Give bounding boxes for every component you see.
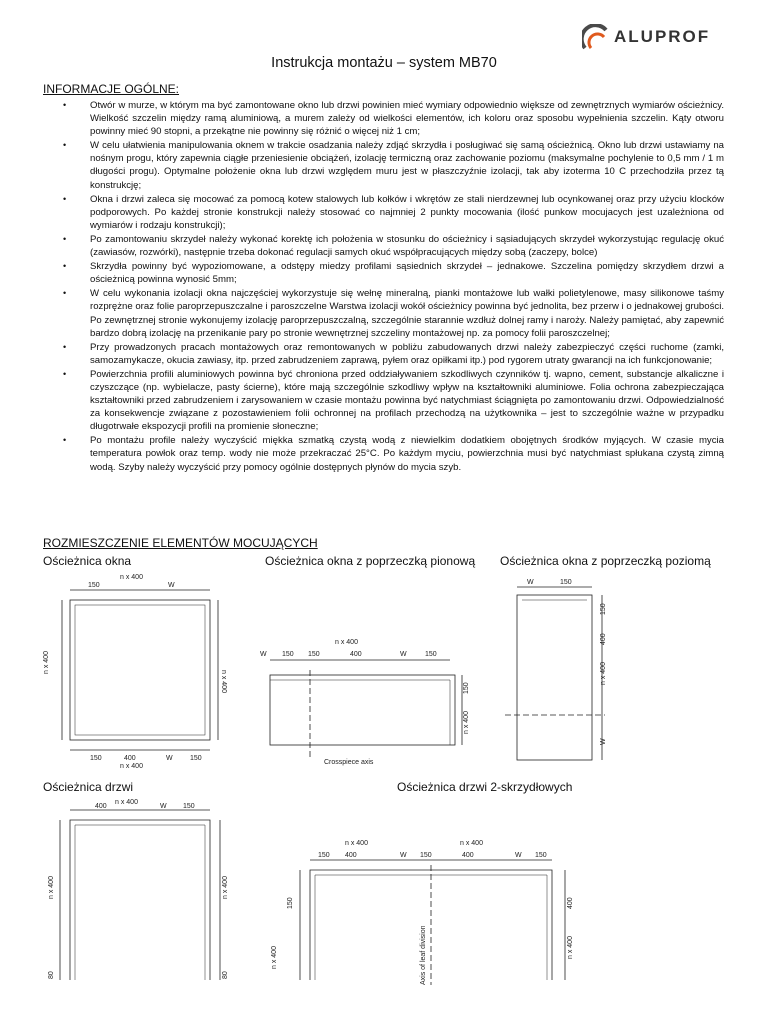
dim-150: 150 [90, 755, 102, 762]
dim-150: 150 [287, 897, 294, 909]
fixing-heading: ROZMIESZCZENIE ELEMENTÓW MOCUJĄCYCH [43, 536, 318, 550]
general-info-heading: INFORMACJE OGÓLNE: [43, 82, 180, 96]
list-item: • W celu ułatwienia manipulowania oknem w trakcie osadzania należy zdjąć skrzydła i posługiwać się samą ościeżnicą. Okno lub drzwi ustawiamy na nośnym progu, który zapewnia ciągłe przeniesienie obciążeń, izolację termiczną oraz zachowanie poziomu (maksymalne pochylenie to 0,5 mm / 1 m długości progu). Optymalne położenie okna lub drzwi względem muru jest w płaszczyźnie izolacji, tak aby izoterma 10 C przechodziła przez tą konstrukcję; [63, 140, 724, 191]
dim-150: 150 [282, 651, 294, 658]
bullet-icon: • [63, 368, 67, 379]
dim-nx400: n x 400 [120, 574, 143, 581]
caption-window-vertical: Ościeżnica okna z poprzeczką pionową [265, 554, 476, 568]
dim-400: 400 [95, 803, 107, 810]
dim-nx400: n x 400 [222, 876, 229, 899]
window-frame-drawing [40, 570, 230, 770]
list-item: • Skrzydła powinny być wypoziomowane, a odstępy miedzy profilami sąsiednich skrzydeł – jednakowe. Szczelina pomiędzy skrzydłem drzwi a ościeżnicą powinna wynosić 5mm; [63, 261, 724, 286]
dim-400: 400 [462, 852, 474, 859]
dim-w: W [515, 852, 522, 859]
list-item: • Okna i drzwi zaleca się mocować za pomocą kotew stalowych lub kołków i wkrętów ze stali nierdzewnej lub ocynkowanej oraz przy użyciu klocków podporowych. Po każdej stronie konstrukcji należy stosować co najmniej 2 punkty mocowania (ilość punkow mocujacych jest uzależniona od wymiarów i rodzaju konstrukcji); [63, 193, 724, 231]
door-double-drawing [270, 835, 605, 985]
dim-nx400: n x 400 [600, 662, 607, 685]
logo-text: ALUPROF [614, 27, 711, 46]
list-item: • Po zamontowaniu skrzydeł należy wykonać korektę ich położenia w stosunku do ościeżnicy i sąsiadujących skrzydeł wykorzystując regulację okuć (zawiasów, rozwórki), następnie trzeba dokonać regulacji samych okuć współpracujących między sobą (zaczepy, bolce) [63, 233, 724, 259]
caption-door-frame: Ościeżnica drzwi [43, 780, 134, 794]
list-item: • Otwór w murze, w którym ma być zamontowane okno lub drzwi powinien mieć wymiary odpowiednio większe od zewnętrznych wymiarów ościeżnicy. Wielkość szczelin między ramą aluminiową, a murem zależy od wielkości elementów, ich koloru oraz sposobu wypełnienia szczelin. Kąty otworu powinny mieć 90 stopni, a przekątne nie powinny się różnić o więcej niż 1 cm; [63, 100, 724, 138]
caption-window-horizontal: Ościeżnica okna z poprzeczką poziomą [500, 554, 711, 568]
list-item: • Przy prowadzonych pracach montażowych oraz remontowanych w pobliżu zabudowanych drzwi należy zabezpieczyć części ruchome (zamki, samozamykacze, okucia zawiasy, itp. przed zabrudzeniem zaprawą, pyłem oraz opiłkami itp.) pod rygorem utraty gwarancji na ich funkcjonowanie; [63, 341, 724, 366]
window-vertical-drawing [250, 630, 480, 770]
crosspiece-axis-label: Crosspiece axis [324, 759, 374, 766]
dim-400: 400 [600, 633, 607, 645]
dim-w: W [160, 803, 167, 810]
dim-nx400: n x 400 [115, 799, 138, 806]
door-frame-drawing [45, 795, 229, 985]
dim-150: 150 [420, 852, 432, 859]
dim-150: 150 [600, 603, 607, 615]
dim-nx400: n x 400 [463, 711, 470, 734]
dim-400: 400 [124, 755, 136, 762]
dim-w: W [527, 579, 534, 586]
list-item: • Po montażu profile należy wyczyścić miękka szmatką czystą wodą z niewielkim dodatkiem obojętnych środków myjących. W czasie mycia temperatura powłok oraz temp. wody nie może przekraczać 25°C. Po każdym myciu, powierzchnia musi być natychmiast spłukana czystą zimną wodą. Szyby należy wyczyścić przy pomocy ogólnie dostępnych płynów do mycia szyb. [63, 435, 724, 473]
leaf-axis-label: Axis of leaf division [420, 925, 427, 985]
dim-150: 150 [318, 852, 330, 859]
bullet-icon: • [63, 100, 67, 110]
bullet-icon: • [63, 233, 67, 244]
dim-nx400: n x 400 [460, 840, 483, 847]
list-item: • W celu wykonania izolacji okna najczęściej wykorzystuje się wełnę mineralną, pianki montażowe lub wałki polietylenowe, masy silikonowe taśmy rozprężne oraz folie paroprzepuszczalne i paroszczelne Warstwa izolacji wokół ościeżnicy powinna być jednolita, bez przerw i o jednakowej grubości. Po zewnętrznej stronie wykonujemy izolację paroprzepuszczalną, szczególnie starannie wzdłuż dolnej ramy i naroży. Należy pamiętać, aby zapewnić bardzo dobrą izolację na przenikanie pary po stronie wewnętrznej szczeliny montażowej np. za pomocy folii paroszczelnej; [63, 288, 724, 339]
caption-door-double: Ościeżnica drzwi 2-skrzydłowych [397, 780, 573, 794]
dim-nx400: n x 400 [48, 876, 55, 899]
dim-400: 400 [345, 852, 357, 859]
list-item: • Powierzchnia profili aluminiowych powinna być chroniona przed oddziaływaniem szkodliwych czynników tj. wapno, cement, substancje alkaliczne i czyszczące (np. wybielacze, pasty ścierne), które mają szczególnie szkodliwy wpływ na kształtowniki aluminiowe. Folia ochrona zabezpieczająca kształtowniki przed zabrudzeniem i zarysowaniem w czasie montażu powinna być natychmiast ściągnięta po zamontowaniu drzwi. Odpowiedzialność za konsekwencje związane z pozostawieniem folii ochronnej na profilach przechodzą na użytkownika – jest to szczególnie ważne w przypadku długotrwałe ekspozycji profili na promienie słoneczne; [63, 368, 724, 433]
caption-window-frame: Ościeżnica okna [43, 554, 132, 568]
dim-nx400: n x 400 [120, 763, 143, 770]
window-horizontal-drawing [505, 575, 615, 770]
dim-150: 150 [425, 651, 437, 658]
dim-80: 80 [222, 971, 229, 979]
dim-150: 150 [190, 755, 202, 762]
bullet-icon: • [63, 435, 67, 446]
dim-w: W [400, 852, 407, 859]
dim-nx400: n x 400 [271, 946, 278, 969]
dim-nx400: n x 400 [345, 840, 368, 847]
bullet-icon: • [63, 261, 67, 272]
aluprof-logo [582, 24, 710, 50]
dim-150: 150 [535, 852, 547, 859]
dim-nx400: n x 400 [335, 639, 358, 646]
dim-nx400: n x 400 [220, 670, 227, 693]
dim-w: W [168, 582, 175, 589]
page-title: Instrukcja montażu – system MB70 [271, 55, 497, 71]
bullet-icon: • [63, 341, 67, 352]
dim-150: 150 [183, 803, 195, 810]
dim-w: W [166, 755, 173, 762]
dim-nx400: n x 400 [567, 936, 574, 959]
dim-80: 80 [48, 971, 55, 979]
dim-400: 400 [567, 897, 574, 909]
dim-150: 150 [88, 582, 100, 589]
bullet-icon: • [63, 193, 67, 204]
dim-w: W [600, 738, 607, 745]
dim-nx400: n x 400 [43, 651, 50, 674]
dim-150: 150 [560, 579, 572, 586]
dim-w: W [400, 651, 407, 658]
dim-150: 150 [308, 651, 320, 658]
bullet-icon: • [63, 140, 67, 151]
bullet-icon: • [63, 288, 67, 299]
aluprof-logo-icon [582, 24, 608, 50]
dim-w: W [260, 651, 267, 658]
dim-150: 150 [463, 682, 470, 694]
general-info-list [44, 99, 724, 475]
dim-400: 400 [350, 651, 362, 658]
